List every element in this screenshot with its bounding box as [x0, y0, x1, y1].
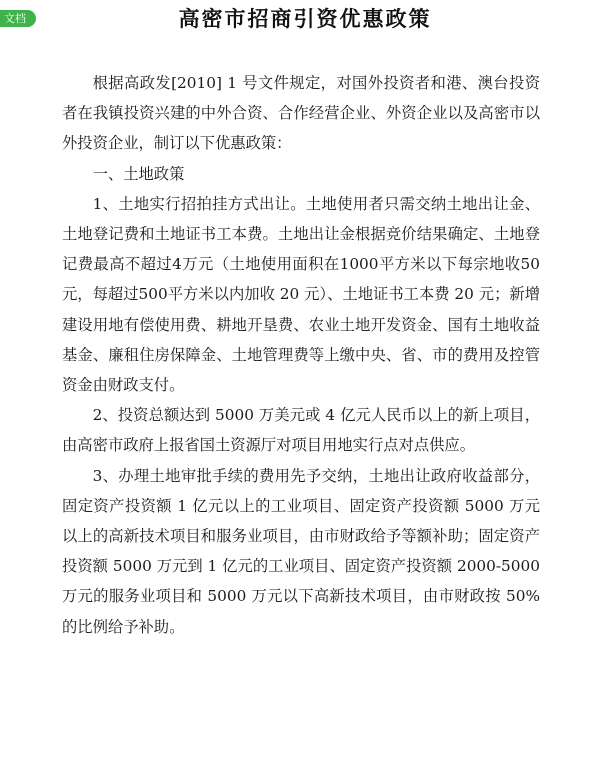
policy-paragraph-3: 3、办理土地审批手续的费用先予交纳，土地出让政府收益部分，固定资产投资额 1 亿元以上的工业项目、固定资产投资额 5000 万元以上的高新技术项目和服务业项目，由市财政给予等额补助；固定资产投资额 5000 万元到 1 亿元的工业项目、固定资产投资额 2000-5000 万元的服务业项目和 5000 万元以下高新技术项目，由市财政按 50%的比例给予补助。 [62, 466, 540, 636]
document-badge: 文档 [0, 10, 36, 27]
policy-paragraph-2: 2、投资总额达到 5000 万美元或 4 亿元人民币以上的新上项目，由高密市政府上报省国土资源厅对项目用地实行点对点供应。 [62, 406, 540, 455]
policy-paragraph-1: 1、土地实行招拍挂方式出让。土地使用者只需交纳土地出让金、土地登记费和土地证书工本费。土地出让金根据竞价结果确定、土地登记费最高不超过4万元（土地使用面积在1000平方米以下每宗地收50元，每超过500平方米以内加收 20 元）、土地证书工本费 20 元；新增建设用地有偿使用费、耕地开垦费、农业土地开发资金、国有土地收益基金、廉租住房保障金、土地管理费等上缴中央、省、市的费用及控管资金由财政支付。 [62, 194, 540, 395]
intro-paragraph: 根据高政发[2010] 1 号文件规定，对国外投资者和港、澳台投资者在我镇投资兴建的中外合资、合作经营企业、外资企业以及高密市以外投资企业，制订以下优惠政策： [62, 74, 540, 153]
section-heading: 一、土地政策 [92, 164, 185, 183]
document-body [62, 68, 540, 642]
document-title: 高密市招商引资优惠政策 [178, 6, 432, 31]
